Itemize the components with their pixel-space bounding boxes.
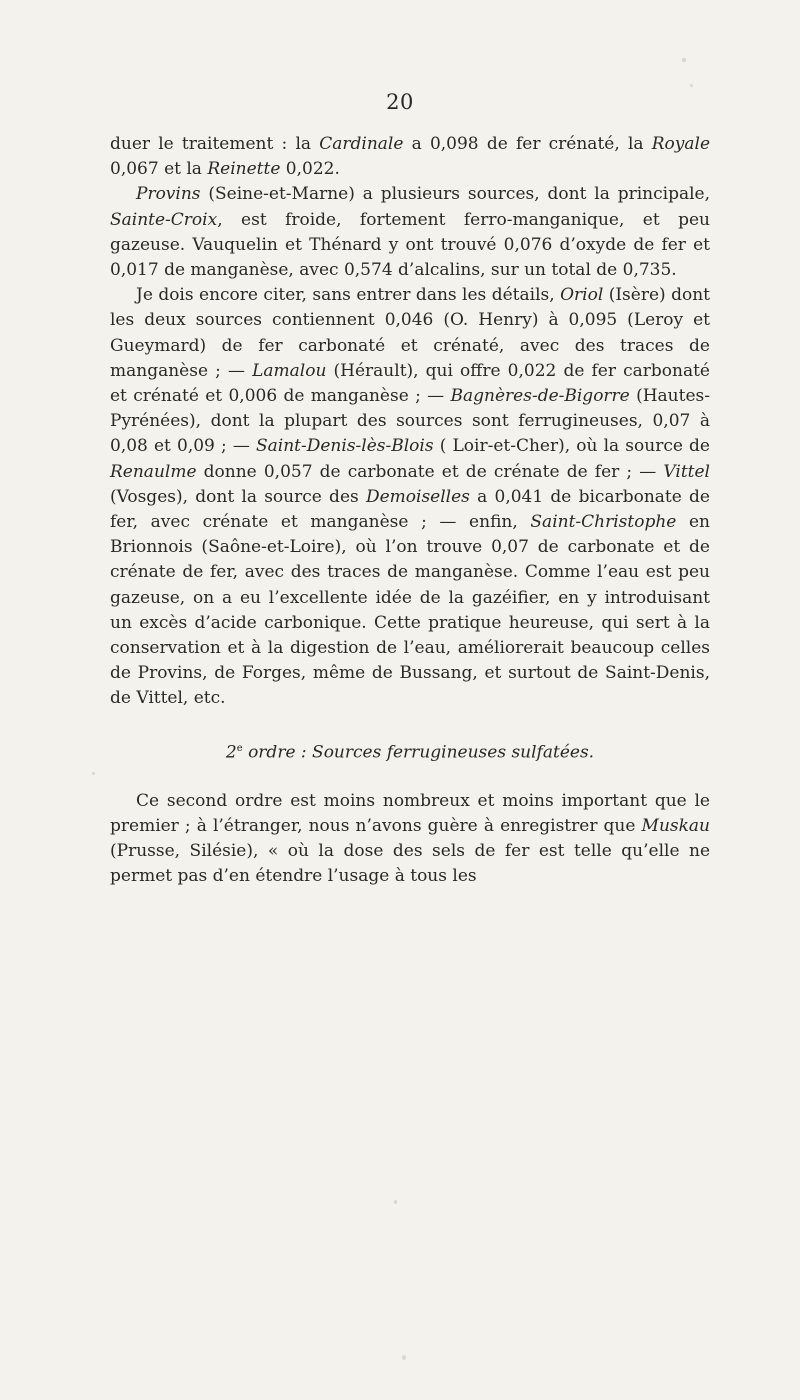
paper-speck xyxy=(690,84,693,87)
heading-ordinal: e xyxy=(236,742,243,754)
source-name-cardinale: Cardinale xyxy=(319,134,404,154)
text-run: donne 0,057 de carbonate et de crénate de fer ; — xyxy=(196,461,664,482)
text-run: (Hautes-Pyrénées), dont la plupart des sources sont ferrugineuses, 0,07 à 0,08 et 0,09 ; — xyxy=(110,386,710,457)
source-name-renaulme: Renaulme xyxy=(110,461,197,482)
paragraph-3 xyxy=(110,283,710,711)
source-name-royale: Royale xyxy=(651,134,711,154)
paper-speck xyxy=(682,58,686,62)
text-run: 0,067 et la xyxy=(110,159,208,180)
text-run: (Vosges), dont la source des xyxy=(110,486,366,507)
place-name-provins: Provins xyxy=(136,184,201,205)
heading-number: 2 xyxy=(225,742,237,763)
text-run: Ce second ordre est moins nombreux et moins important que le premier ; à l’étranger, nous n’avons guère à enregistrer que xyxy=(110,790,710,836)
paragraph-2 xyxy=(110,182,710,283)
text-run: en Brionnois (Saône-et-Loire), où l’on trouve 0,07 de carbonate et de crénate de fer, avec des traces de manganèse. Comme l’eau est peu gazeuse, on a eu l’excellente idée de la gazéifier, en y introduisant un excès d’acide carbonique. Cette pratique heureuse, qui sert à la conservation et à la digestion de l’eau, améliorerait beaucoup celles de Provins, de Forges, même de Bussang, et surtout de Saint-Denis, de Vittel, etc. xyxy=(110,512,710,709)
text-run: (Isère) dont les deux sources contiennent 0,046 (O. Henry) à 0,095 (Leroy et Gueymard) de fer carbonaté et crénaté, avec des traces de manganèse ; — xyxy=(110,285,710,381)
place-name-saint-christophe: Saint-Christophe xyxy=(530,512,677,533)
source-name-reinette: Reinette xyxy=(207,159,281,180)
body-text xyxy=(110,132,710,889)
paper-speck xyxy=(402,1355,406,1360)
paragraph-4 xyxy=(110,789,710,890)
heading-text: ordre : Sources ferrugineuses sulfatées. xyxy=(242,742,595,763)
page-number: 20 xyxy=(386,90,414,114)
text-run: (Seine-et-Marne) a plusieurs sources, dont la principale, xyxy=(200,184,710,205)
paper-speck xyxy=(394,1200,397,1204)
text-run: duer le traitement : la xyxy=(110,134,320,154)
text-run: , est froide, fortement ferro-manganique, et peu gazeuse. Vauquelin et Thénard y ont trouvé 0,076 d’oxyde de fer et 0,017 de manganèse, avec 0,574 d’alcalins, sur un total de 0,735. xyxy=(110,209,710,281)
place-name-oriol: Oriol xyxy=(560,285,604,306)
text-run: a 0,041 de bicarbonate de fer, avec crénate et manganèse ; — enfin, xyxy=(110,486,710,533)
place-name-saint-denis: Saint-Denis-lès-Blois xyxy=(256,436,434,457)
section-heading xyxy=(110,736,710,766)
place-name-vittel: Vittel xyxy=(663,461,710,482)
text-run: (Hérault), qui offre 0,022 de fer carbonaté et crénaté et 0,006 de manganèse ; — xyxy=(110,360,710,407)
place-name-muskau: Muskau xyxy=(641,815,710,836)
text-run: 0,022. xyxy=(280,159,340,180)
text-run: Je dois encore citer, sans entrer dans les détails, xyxy=(136,285,561,306)
source-name-sainte-croix: Sainte-Croix xyxy=(110,209,218,230)
place-name-lamalou: Lamalou xyxy=(252,360,327,381)
text-run: ( Loir-et-Cher), où la source de xyxy=(433,436,710,457)
paragraph-1 xyxy=(110,132,710,182)
text-run: a 0,098 de fer crénaté, la xyxy=(403,134,652,154)
text-run: (Prusse, Silésie), « où la dose des sels de fer est telle qu’elle ne permet pas d’en étendre l’usage à tous les xyxy=(110,840,710,887)
paper-speck xyxy=(92,772,95,775)
source-name-demoiselles: Demoiselles xyxy=(365,486,470,507)
place-name-bagneres: Bagnères-de-Bigorre xyxy=(450,386,630,407)
